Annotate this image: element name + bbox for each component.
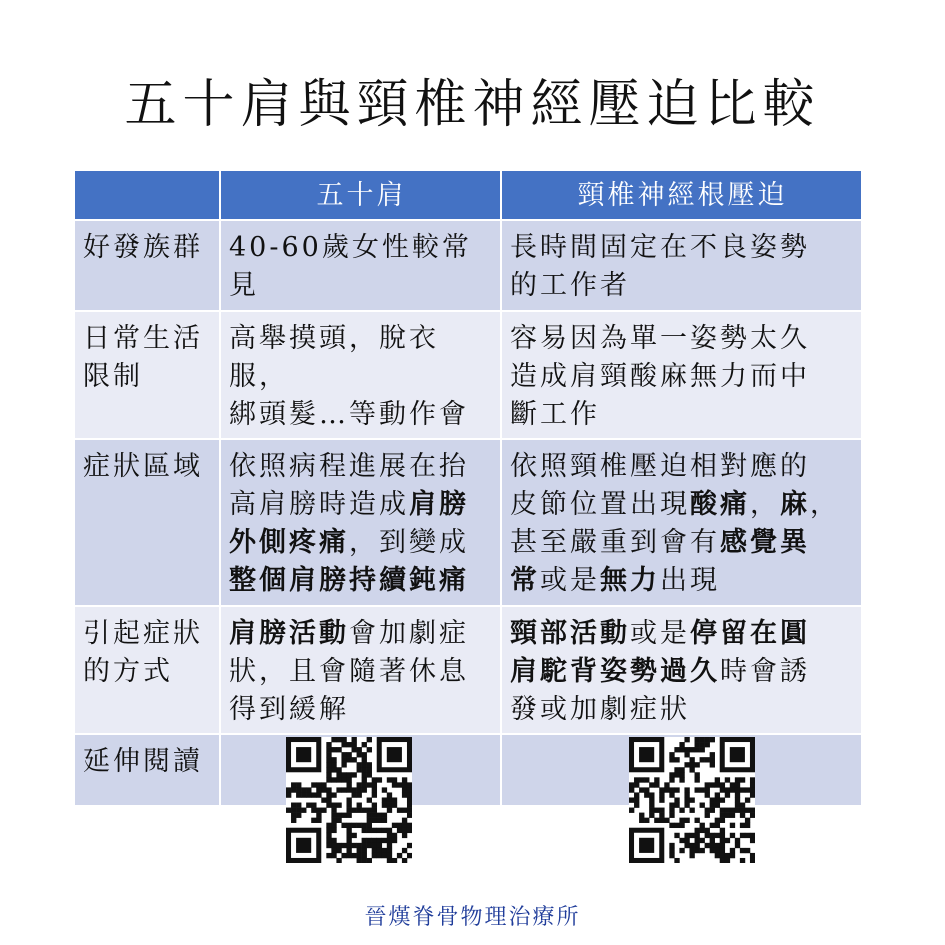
emphasis-text: 感覺異 常 <box>510 527 810 596</box>
cell-cervical-radiculopathy <box>502 607 861 735</box>
cell-frozen-shoulder <box>221 221 502 312</box>
qr-code-cervical-radiculopathy[interactable] <box>629 737 755 863</box>
table-header-row <box>75 171 861 221</box>
cell-frozen-shoulder <box>221 312 502 440</box>
cell-text: 或是 <box>630 618 690 649</box>
page-title: 五十肩與頸椎神經壓迫比較 <box>124 75 821 135</box>
cell-text: 40-60歲女性較常 見 <box>229 232 472 301</box>
cell-text: ，到變成 <box>349 527 469 558</box>
cell-text: 依照病程進展在抬 高肩膀時造成 <box>229 451 469 520</box>
emphasis-text: 酸痛 <box>690 489 750 520</box>
cell-text: 依照頸椎壓迫相對應的 皮節位置出現 <box>510 451 810 520</box>
cell-text: 容易因為單一姿勢太久 造成肩頸酸麻無力而中 斷工作 <box>510 323 810 430</box>
cell-text: 長時間固定在不良姿勢 的工作者 <box>510 232 810 301</box>
cell-text: 會加劇症 狀，且會隨著休息 得到緩解 <box>229 618 469 725</box>
emphasis-text: 麻 <box>780 489 810 520</box>
cell-cervical-radiculopathy <box>502 221 861 312</box>
comparison-table <box>75 171 861 807</box>
qr-code-frozen-shoulder[interactable] <box>286 737 412 863</box>
row-label: 引起症狀 的方式 <box>75 607 221 735</box>
cell-cervical-radiculopathy <box>502 312 861 440</box>
row-label: 日常生活 限制 <box>75 312 221 440</box>
header-cell-empty <box>75 171 221 221</box>
cell-text: 出現 <box>660 565 720 596</box>
emphasis-text: 停留在圓 肩駝背姿勢過久 <box>510 618 810 687</box>
table-row <box>75 221 861 312</box>
table-row <box>75 312 861 440</box>
row-label: 延伸閱讀 <box>75 735 221 807</box>
qr-code-graphic <box>286 737 412 863</box>
row-label: 好發族群 <box>75 221 221 312</box>
emphasis-text: 肩膀 外側疼痛 <box>229 489 469 558</box>
qr-code-graphic <box>629 737 755 863</box>
cell-text: 高舉摸頭，脫衣服， 綁頭髮…等動作會 <box>229 323 469 430</box>
header-cell-cervical-radiculopathy: 頸椎神經根壓迫 <box>502 171 861 221</box>
clinic-name: 晉熯脊骨物理治療所 <box>364 905 581 930</box>
header-cell-frozen-shoulder: 五十肩 <box>221 171 502 221</box>
table-row <box>75 440 861 607</box>
cell-text: 時會誘 發或加劇症狀 <box>510 656 810 725</box>
emphasis-text: 頸部活動 <box>510 618 630 649</box>
emphasis-text: 整個肩膀持續鈍痛 <box>229 565 469 596</box>
row-label: 症狀區域 <box>75 440 221 607</box>
emphasis-text: 肩膀活動 <box>229 618 349 649</box>
cell-text: ， <box>750 489 780 520</box>
cell-frozen-shoulder <box>221 440 502 607</box>
table-row <box>75 607 861 735</box>
cell-text: ， 甚至嚴重到會有 <box>510 489 840 558</box>
cell-text: 或是 <box>540 565 600 596</box>
emphasis-text: 無力 <box>600 565 660 596</box>
cell-cervical-radiculopathy <box>502 440 861 607</box>
cell-frozen-shoulder <box>221 607 502 735</box>
